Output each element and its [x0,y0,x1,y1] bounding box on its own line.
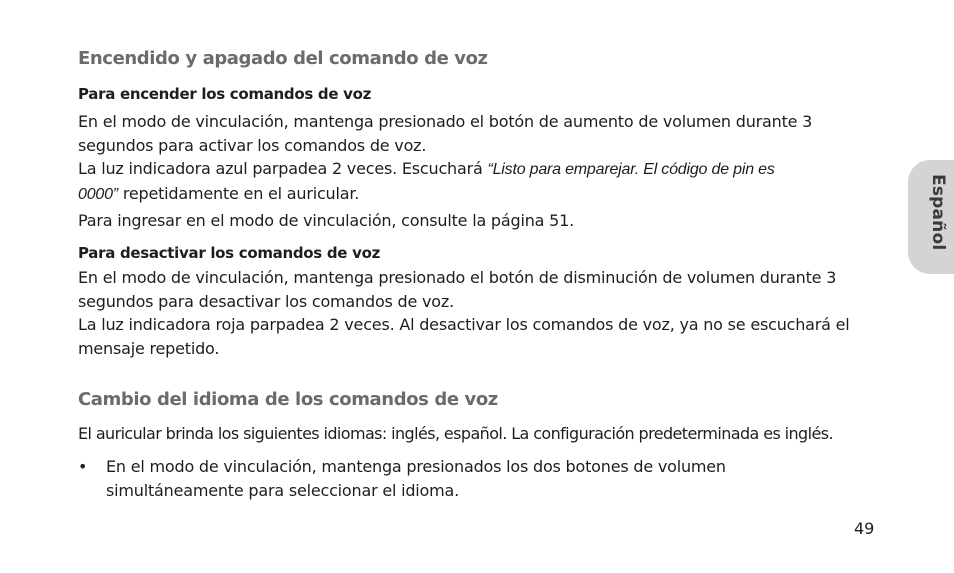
paragraph-enable-instructions [78,110,878,206]
quoted-prompt: 0000” [78,185,118,203]
paragraph-pairing-reference [78,209,878,233]
quoted-prompt: “Listo para emparejar. El código de pin es [487,161,775,178]
section-heading-voice-command: Encendido y apagado del comando de voz [78,48,488,69]
text-line [78,182,878,207]
text-run: repetidamente en el auricular. [117,183,360,203]
language-tab-label: Español [928,174,948,251]
paragraph-disable-instructions [78,266,878,360]
page-number: 49 [854,519,875,538]
text-line: En el modo de vinculación, mantenga presionado el botón de aumento de volumen durante 3 [78,112,813,131]
text-line: simultáneamente para seleccionar el idioma. [106,480,460,500]
text-line [78,157,878,182]
text-line: En el modo de vinculación, mantenga presionado el botón de disminución de volumen durante 3 [78,268,837,287]
text-line: Para ingresar en el modo de vinculación, consulte la página 51. [78,211,574,230]
text-line: segundos para desactivar los comandos de voz. [78,291,454,311]
text-line: segundos para activar los comandos de voz. [78,135,427,155]
text-line: mensaje repetido. [78,338,220,358]
text-run: La luz indicadora azul parpadea 2 veces. Escuchará [78,159,488,178]
section-heading-language: Cambio del idioma de los comandos de voz [78,389,498,410]
list-item-text [106,455,876,502]
paragraph-languages [78,422,878,446]
subheading-enable-voice: Para encender los comandos de voz [78,85,372,103]
text-line: La luz indicadora roja parpadea 2 veces. Al desactivar los comandos de voz, ya no se escuchará el [78,315,850,334]
bullet-marker: • [78,457,88,476]
subheading-disable-voice: Para desactivar los comandos de voz [78,244,381,262]
text-line: En el modo de vinculación, mantenga presionados los dos botones de volumen [106,457,726,476]
text-line: El auricular brinda los siguientes idiomas: inglés, español. La configuración predeterminada es inglés. [78,424,833,443]
